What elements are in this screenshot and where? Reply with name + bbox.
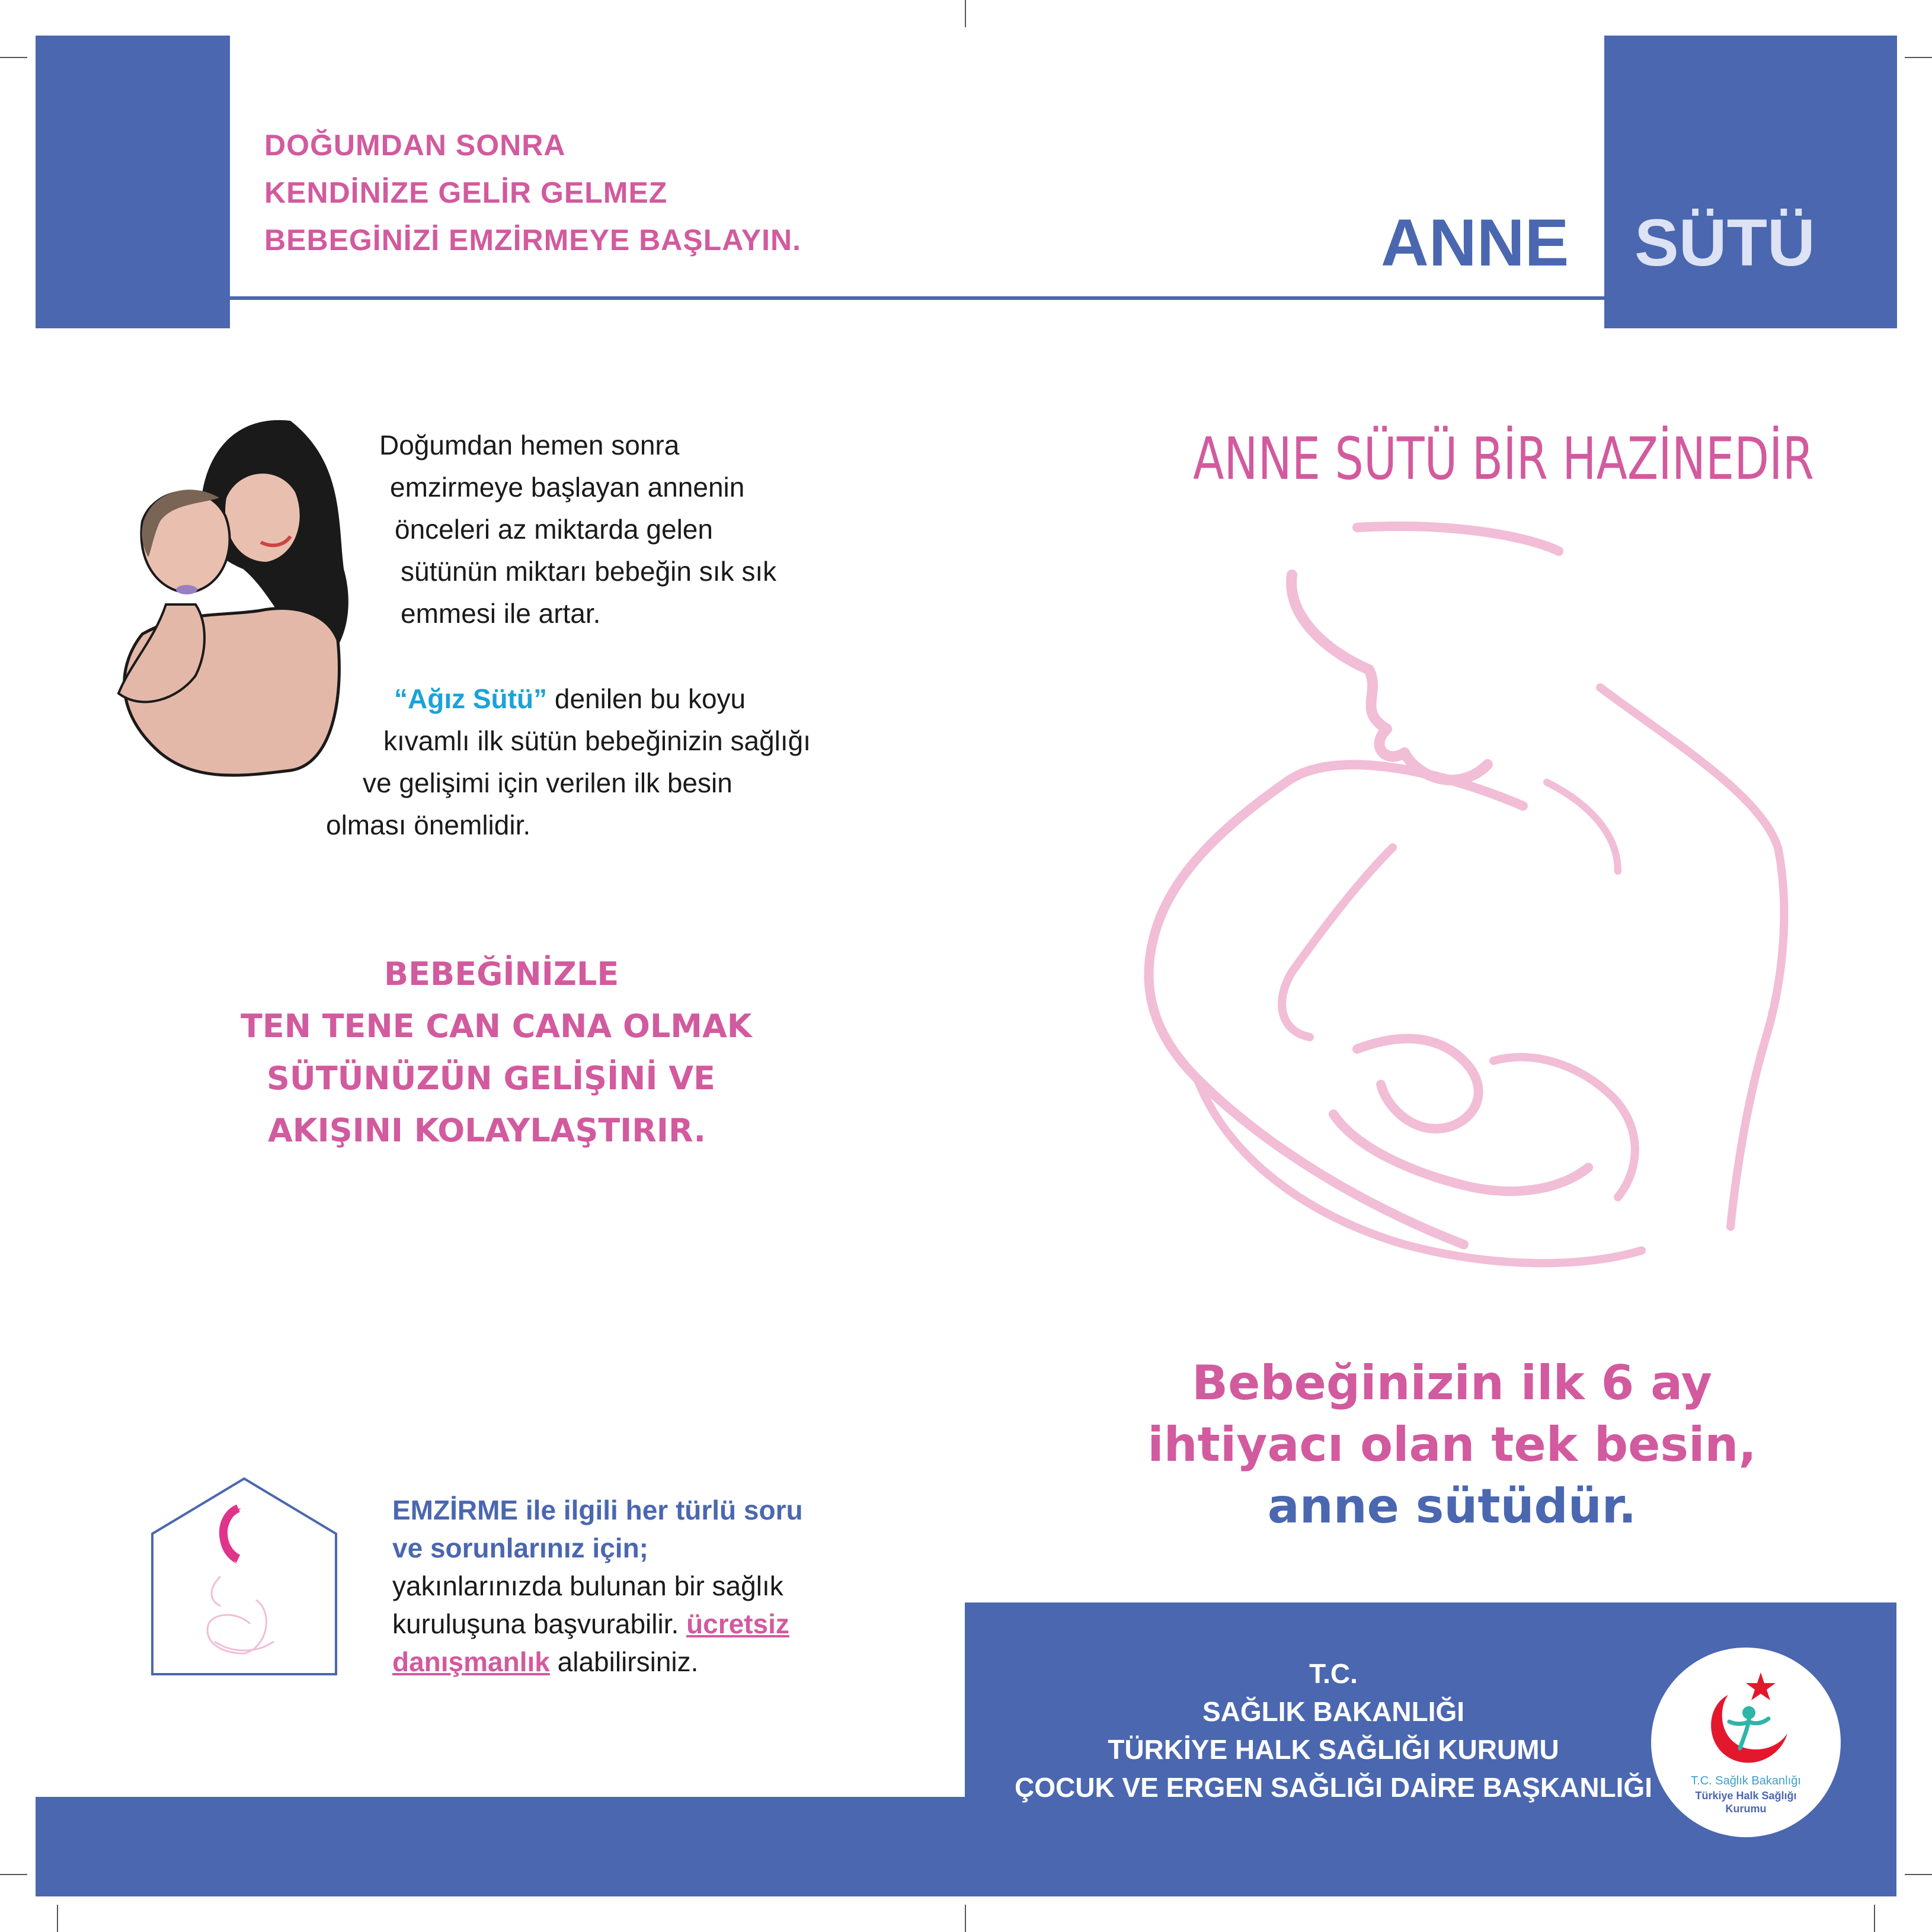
crop-mark: [1905, 1874, 1932, 1875]
header-message: [264, 121, 801, 264]
header-line: DOĞUMDAN SONRA: [264, 129, 566, 162]
crop-mark: [1874, 1905, 1875, 1932]
footer-line: SAĞLIK BAKANLIĞI: [1202, 1696, 1465, 1727]
treasure-title: ANNE SÜTÜ BİR HAZİNEDİR: [1193, 426, 1814, 493]
emzirme-term: EMZİRME: [392, 1495, 519, 1525]
skin-line: SÜTÜNÜZÜN GELİŞİNİ VE: [267, 1060, 715, 1097]
colostrum-line-rest: denilen bu koyu: [547, 683, 746, 714]
house-breastfeeding-icon: [149, 1476, 339, 1677]
crop-mark: [0, 1874, 27, 1875]
header-right-block: [1604, 36, 1897, 328]
contact-bold-line: [392, 1491, 803, 1529]
skin-line: AKIŞINI KOLAYLAŞTIRIR.: [268, 1112, 706, 1149]
intro-line: Doğumdan hemen sonra: [379, 430, 680, 460]
footer-line: ÇOCUK VE ERGEN SAĞLIĞI DAİRE BAŞKANLIĞI: [1015, 1772, 1652, 1803]
intro-line: emmesi ile artar.: [401, 598, 601, 629]
footer-line: T.C.: [1309, 1658, 1358, 1689]
crop-mark: [965, 0, 966, 27]
contact-line-text: kuruluşuna başvurabilir.: [392, 1608, 687, 1639]
colostrum-line: olması önemlidir.: [326, 810, 531, 840]
ministry-logo: [1651, 1648, 1841, 1837]
counseling-link[interactable]: danışmanlık: [392, 1646, 550, 1677]
six-months-message: [1114, 1352, 1790, 1537]
colostrum-term: “Ağız Sütü”: [394, 683, 548, 714]
contact-info: [392, 1491, 803, 1681]
crescent-star-icon: [1693, 1665, 1799, 1772]
free-link[interactable]: ücretsiz: [686, 1608, 789, 1639]
contact-bold-line: ve sorunlarınız için;: [392, 1533, 648, 1563]
crop-mark: [1905, 57, 1932, 58]
logo-line: Kurumu: [1725, 1803, 1767, 1815]
skin-to-skin-message: [196, 948, 812, 1157]
breastfeeding-outline-illustration: [1108, 516, 1796, 1339]
contact-line-text: alabilirsiniz.: [549, 1646, 699, 1677]
logo-line: Türkiye Halk Sağlığı: [1695, 1790, 1797, 1802]
crop-mark: [0, 57, 27, 58]
header-line: KENDİNİZE GELİR GELMEZ: [264, 176, 668, 209]
crop-mark: [965, 1905, 966, 1932]
colostrum-line: [394, 678, 811, 720]
intro-line: önceleri az miktarda gelen: [395, 514, 713, 545]
crop-mark: [57, 1905, 58, 1932]
skin-line: TEN TENE CAN CANA OLMAK: [241, 1007, 752, 1045]
colostrum-paragraph: [326, 678, 811, 846]
footer-institution: [1007, 1655, 1659, 1806]
colostrum-line: kıvamlı ilk sütün bebeğinizin sağlığı: [383, 725, 811, 756]
header-line: BEBEGİNİZİ EMZİRMEYE BAŞLAYIN.: [264, 223, 802, 257]
header-left-block: [36, 36, 230, 328]
skin-line: BEBEĞİNİZLE: [384, 955, 619, 993]
contact-line: [392, 1643, 803, 1681]
header-rule: [230, 296, 1604, 300]
six-months-line: anne sütüdür.: [1267, 1479, 1637, 1534]
footer-line: TÜRKİYE HALK SAĞLIĞI KURUMU: [1108, 1734, 1559, 1765]
six-months-line: ihtiyacı olan tek besin,: [1147, 1417, 1757, 1472]
logo-line: T.C. Sağlık Bakanlığı: [1691, 1774, 1801, 1787]
footer-bar-left: [36, 1797, 965, 1896]
intro-paragraph: [379, 424, 776, 635]
contact-line: yakınlarınızda bulunan bir sağlık: [392, 1570, 783, 1601]
title-anne: ANNE: [1381, 206, 1569, 280]
colostrum-line: ve gelişimi için verilen ilk besin: [363, 767, 733, 798]
intro-line: emzirmeye başlayan annenin: [390, 472, 745, 503]
six-months-line: Bebeğinizin ilk 6 ay: [1192, 1355, 1712, 1410]
contact-bold-rest: ile ilgili her türlü soru: [518, 1495, 803, 1525]
title-sutu: SÜTÜ: [1634, 206, 1815, 280]
contact-line: [392, 1605, 803, 1643]
intro-line: sütünün miktarı bebeğin sık sık: [401, 556, 777, 587]
